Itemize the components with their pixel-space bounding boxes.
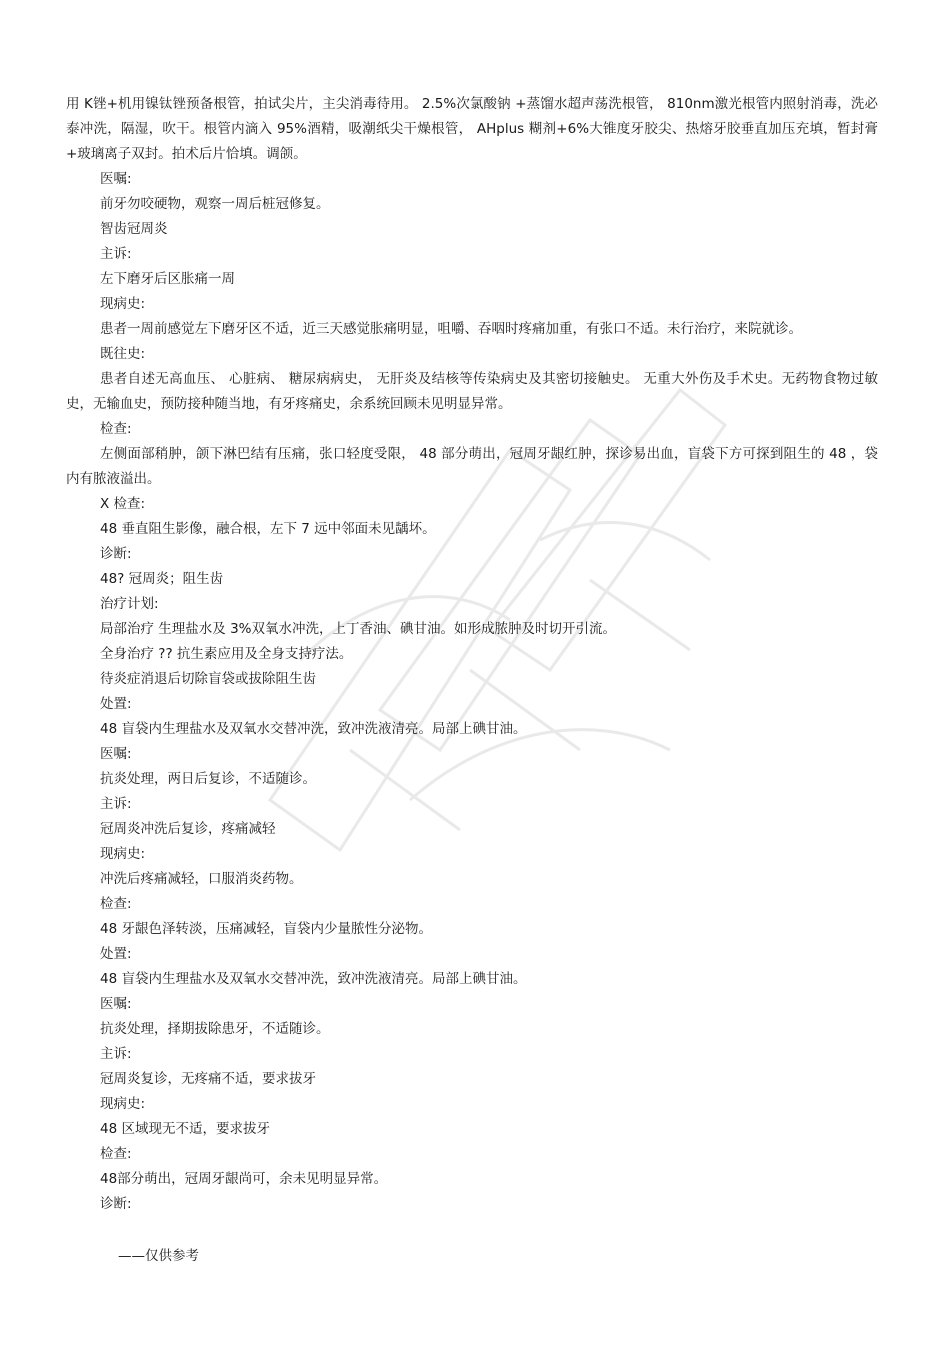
text-line: 诊断: [100,1196,132,1212]
text-line: 待炎症消退后切除盲袋或拔除阻生齿 [100,671,316,687]
text-line: 处置: [100,946,132,962]
past-history-paragraph: 患者自述无高血压、 心脏病、 糖尿病病史， 无肝炎及结核等传染病史及其密切接触史。 无重大外伤及手术史。无药物食物过敏史，无输血史，预防接种随当地，有牙疼痛史，余系统回顾未见明显异常。 [66,371,878,412]
text-line: 抗炎处理，两日后复诊，不适随诊。 [100,771,316,787]
text-line: 前牙勿咬硬物，观察一周后桩冠修复。 [100,196,330,212]
text-line: 抗炎处理，择期拔除患牙，不适随诊。 [100,1021,330,1037]
text-line: 治疗计划: [100,596,159,612]
text-line: 检查: [100,421,132,437]
text-line: 检查: [100,896,132,912]
text-line: 48 盲袋内生理盐水及双氧水交替冲洗，致冲洗液清亮。局部上碘甘油。 [100,721,527,737]
text-line: 主诉: [100,246,132,262]
text-line: 诊断: [100,546,132,562]
text-line: 现病史: [100,1096,146,1112]
text-line: 冠周炎复诊，无疼痛不适，要求拔牙 [100,1071,316,1087]
text-line: 48 盲袋内生理盐水及双氧水交替冲洗，致冲洗液清亮。局部上碘甘油。 [100,971,527,987]
document-body [66,92,878,1217]
text-line: 全身治疗 ?? 抗生素应用及全身支持疗法。 [100,646,353,662]
text-line: 医嘱: [100,746,132,762]
text-line: 冲洗后疼痛减轻，口服消炎药物。 [100,871,303,887]
text-line: 医嘱: [100,996,132,1012]
text-line: 局部治疗 生理盐水及 3%双氧水冲洗，上丁香油、碘甘油。如形成脓肿及时切开引流。 [100,621,616,637]
text-line: 主诉: [100,1046,132,1062]
text-line: 医嘱: [100,171,132,187]
text-line: 48 垂直阻生影像，融合根，左下 7 远中邻面未见龋坏。 [100,521,436,537]
text-line: 48 区域现无不适，要求拔牙 [100,1121,270,1137]
section-title: 智齿冠周炎 [100,221,168,237]
text-line: 现病史: [100,846,146,862]
text-line: 冠周炎冲洗后复诊，疼痛减轻 [100,821,276,837]
footer-note: ——仅供参考 [118,1248,199,1264]
text-line: 48? 冠周炎；阻生齿 [100,571,224,587]
exam-paragraph: 左侧面部稍肿，颌下淋巴结有压痛，张口轻度受限， 48 部分萌出，冠周牙龈红肿，探诊易出血，盲袋下方可探到阻生的 48 ，袋内有脓液溢出。 [66,446,878,487]
text-line: 48 牙龈色泽转淡，压痛减轻，盲袋内少量脓性分泌物。 [100,921,432,937]
text-line: 既往史: [100,346,146,362]
text-line: 48部分萌出，冠周牙龈尚可，余未见明显异常。 [100,1171,388,1187]
intro-paragraph: 用 K锉+机用镍钛锉预备根管，拍试尖片，主尖消毒待用。 2.5%次氯酸钠 +蒸馏水超声荡洗根管， 810nm激光根管内照射消毒，洗必泰冲洗，隔湿，吹干。根管内滴入 95%酒精，吸潮纸尖干燥根管， AHplus 糊剂+6%大锥度牙胶尖、热熔牙胶垂直加压充填，暂封膏 +玻璃离子双封。拍术后片恰填。调颌。 [66,96,878,162]
history-paragraph: 患者一周前感觉左下磨牙区不适，近三天感觉胀痛明显，咀嚼、吞咽时疼痛加重，有张口不适。未行治疗，来院就诊。 [100,321,802,337]
text-line: 左下磨牙后区胀痛一周 [100,271,235,287]
text-line: X 检查: [100,496,146,512]
text-line: 处置: [100,696,132,712]
text-line: 检查: [100,1146,132,1162]
text-line: 主诉: [100,796,132,812]
text-line: 现病史: [100,296,146,312]
